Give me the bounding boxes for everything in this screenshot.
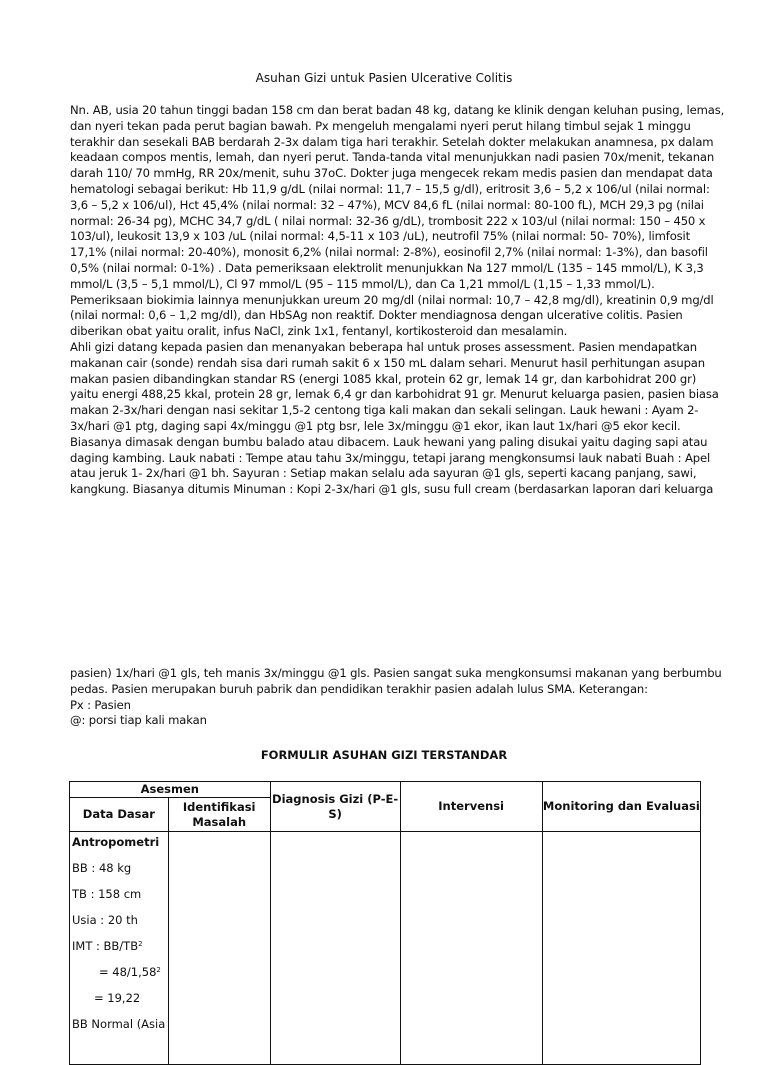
bmi-result: = 19,22 (94, 991, 141, 1005)
text-line: kangkung. Biasanya ditumis Minuman : Kopi 2-3x/hari @1 gls, susu full cream (berdasarkan laporan dari keluarga (70, 482, 714, 497)
text-line: diberikan obat yaitu oralit, infus NaCl, zink 1x1, fentanyl, kortikosteroid dan mesalamin. (70, 324, 568, 339)
text-line: 17,1% (nilai normal: 20-40%), monosit 6,2% (nilai normal: 2-8%), eosinofil 2,7% (nilai normal: 1-3%), dan basofil (70, 245, 708, 260)
text-line: 0,5% (nilai normal: 0-1%) . Data pemeriksaan elektrolit menunjukkan Na 127 mmol/L (135 – 145 mmol/L), K 3,3 (70, 260, 704, 275)
text-line: 103/ul), leukosit 13,9 x 103 /uL (nilai normal: 4,5-11 x 103 /uL), neutrofil 75% (nilai normal: 50- 70%), limfosit (70, 229, 690, 244)
text-line: darah 110/ 70 mmHg, RR 20x/menit, suhu 37oC. Dokter juga mengecek rekam medis pasien dan mendapat data (70, 166, 713, 181)
text-line: dan nyeri tekan pada perut bagian bawah. Px mengeluh mengalami nyeri perut hilang timbul sejak 1 minggu (70, 118, 691, 133)
cell-data-dasar (70, 832, 169, 1065)
bmi-calculation (72, 964, 168, 990)
weight-value: BB : 48 kg (72, 861, 132, 875)
header-intervensi: Intervensi (400, 782, 542, 832)
cell-identifikasi-masalah (168, 832, 270, 1065)
text-line: Pemeriksaan biokimia lainnya menunjukkan ureum 20 mg/dl (nilai normal: 10,7 – 42,8 mg/dl), kreatinin 0,9 mg/dl (70, 292, 714, 307)
bmi-formula (72, 938, 168, 964)
bmi-formula-text: IMT : BB/TB (72, 939, 139, 953)
height-value: TB : 158 cm (72, 887, 142, 901)
text-line: Px : Pasien (70, 697, 131, 712)
cell-diagnosis (270, 832, 400, 1065)
header-diagnosis: Diagnosis Gizi (P-E-S) (270, 782, 400, 832)
text-line: pedas. Pasien merupakan buruh pabrik dan pendidikan terakhir pasien adalah lulus SMA. Keterangan: (70, 681, 648, 696)
header-data-dasar: Data Dasar (70, 798, 169, 832)
text-line: terakhir dan sesekali BAB berdarah 2-3x dalam tiga hari terakhir. Setelah dokter melakukan anamnesa, px dalam (70, 134, 714, 149)
document-title: Asuhan Gizi untuk Pasien Ulcerative Colitis (255, 71, 513, 85)
age-value: Usia : 20 th (72, 913, 138, 927)
text-line: 3x/hari @1 ptg, daging sapi 4x/minggu @1 ptg bsr, lele 3x/minggu @1 ekor, ikan laut 1x/hari @5 ekor kecil. (70, 418, 681, 433)
anthropometry-heading: Antropometri (72, 835, 160, 849)
text-line: Biasanya dimasak dengan bumbu balado atau dibacem. Lauk hewani yang paling disukai yaitu daging sapi atau (70, 434, 708, 449)
text-line: hematologi sebagai berikut: Hb 11,9 g/dL (nilai normal: 11,7 – 15,5 g/dl), eritrosit 3,6 – 5,2 x 106/ul (nilai normal: (70, 181, 710, 196)
header-asesmen: Asesmen (70, 782, 271, 798)
normal-weight-label: BB Normal (Asia (72, 1017, 166, 1031)
case-paragraph-1 (70, 103, 725, 498)
cell-intervensi (400, 832, 542, 1065)
text-line: keadaan compos mentis, lemah, dan nyeri perut. Tanda-tanda vital menunjukkan nadi pasien 70x/menit, tekanan (70, 150, 715, 165)
bmi-calculation-text: = 48/1,58 (99, 965, 157, 979)
nutrition-care-form-table (69, 781, 701, 1065)
text-line: Ahli gizi datang kepada pasien dan menanyakan beberapa hal untuk proses assessment. Pasien mendapatkan (70, 339, 697, 354)
text-line: Nn. AB, usia 20 tahun tinggi badan 158 cm dan berat badan 48 kg, datang ke klinik dengan keluhan pusing, lemas, (70, 103, 725, 117)
text-line: (nilai normal: 0,6 – 1,2 mg/dl), dan HbSAg non reaktif. Dokter mendiagnosa dengan ulcerative colitis. Pasien (70, 308, 683, 323)
text-line: normal: 26-34 pg), MCHC 34,7 g/dL ( nilai normal: 32-36 g/dL), trombosit 222 x 103/ul (nilai normal: 150 – 450 x (70, 213, 706, 228)
text-line: pasien) 1x/hari @1 gls, teh manis 3x/minggu @1 gls. Pasien sangat suka mengkonsumsi makanan yang berbumbu (70, 666, 722, 680)
case-paragraph-2 (70, 666, 722, 729)
header-identifikasi-masalah: Identifikasi Masalah (168, 798, 270, 832)
bmi-formula-superscript: 2 (138, 940, 143, 948)
text-line: yaitu energi 488,25 kkal, protein 28 gr, lemak 6,4 gr dan karbohidrat 91 gr. Menurut keluarga pasien, pasien biasa (70, 387, 719, 402)
bmi-calculation-superscript: 2 (156, 966, 161, 974)
cell-monitoring (542, 832, 700, 1065)
text-line: makan pasien dibandingkan standar RS (energi 1085 kkal, protein 62 gr, lemak 14 gr, dan karbohidrat 200 gr) (70, 371, 697, 386)
form-title: FORMULIR ASUHAN GIZI TERSTANDAR (260, 748, 508, 762)
anthropometry-list (70, 832, 168, 1064)
text-line: makan 2-3x/hari dengan nasi sekitar 1,5-2 centong tiga kali makan dan sekali selingan. Lauk hewani : Ayam 2- (70, 403, 699, 418)
text-line: 3,6 – 5,2 x 106/ul), Hct 45,4% (nilai normal: 32 – 47%), MCV 84,6 fL (nilai normal: 80-100 fL), MCH 29,3 pg (nilai (70, 197, 704, 212)
text-line: atau jeruk 1- 2x/hari @1 bh. Sayuran : Setiap makan selalu ada sayuran @1 gls, seperti kacang panjang, sawi, (70, 466, 697, 481)
text-line: makanan cair (sonde) rendah sisa dari rumah sakit 6 x 150 mL dalam sehari. Menurut hasil perhitungan asupan (70, 355, 705, 370)
text-line: mmol/L (3,5 – 5,1 mmol/L), Cl 97 mmol/L (95 – 115 mmol/L), dan Ca 1,21 mmol/L (1,15 – 1,33 mmol/L). (70, 276, 655, 291)
header-monitoring: Monitoring dan Evaluasi (542, 782, 700, 832)
text-line: @: porsi tiap kali makan (70, 713, 207, 728)
text-line: daging kambing. Lauk nabati : Tempe atau tahu 3x/minggu, tetapi jarang mengkonsumsi lauk nabati Buah : Apel (70, 450, 711, 465)
